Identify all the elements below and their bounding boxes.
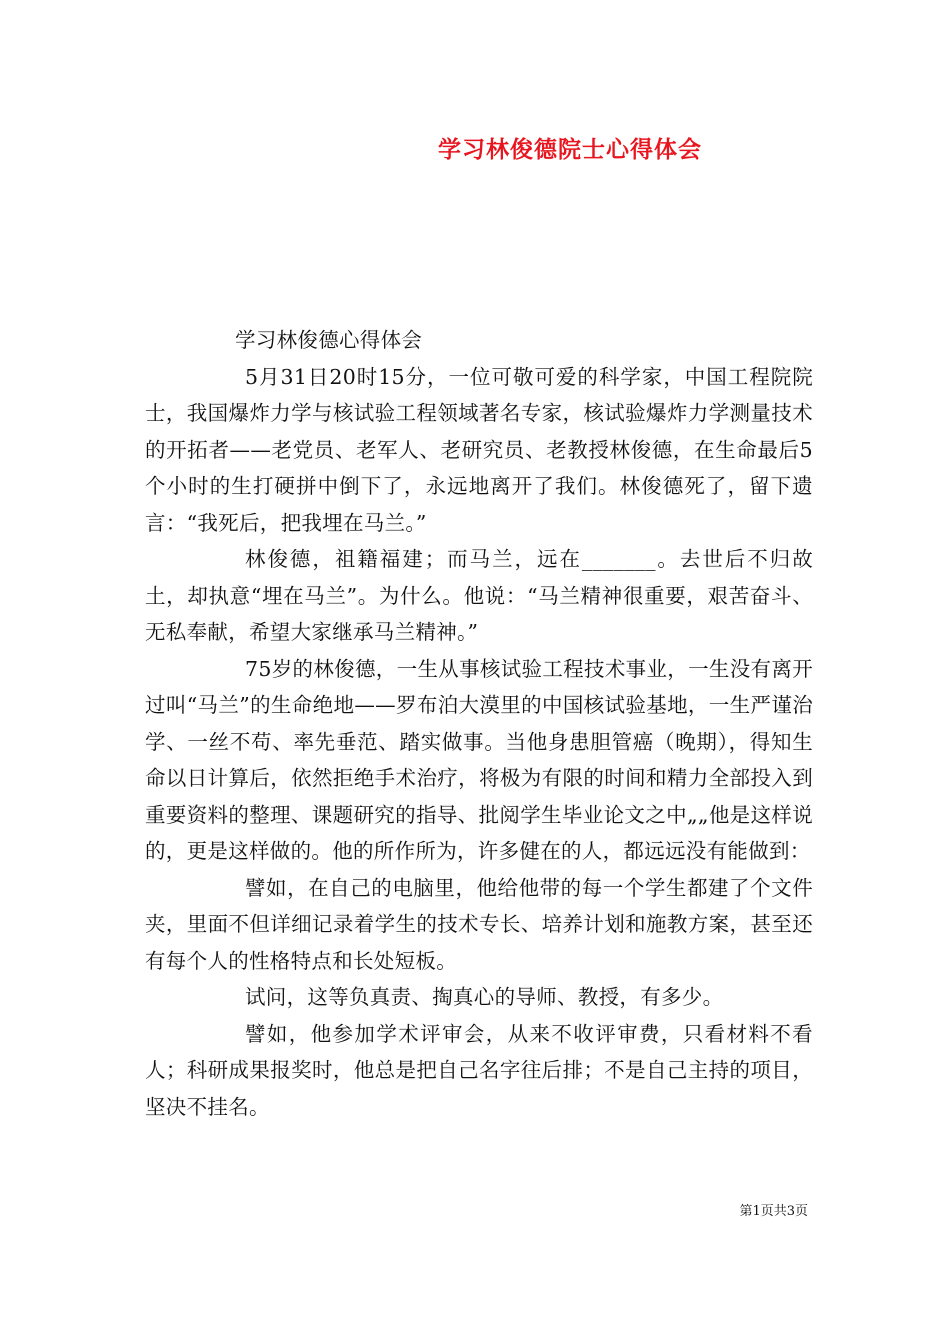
paragraph-6: 譬如，他参加学术评审会，从来不收评审费，只看材料不看人；科研成果报奖时，他总是把自己名字往后排；不是自己主持的项目，坚决不挂名。 (145, 1021, 813, 1119)
document-body (145, 322, 813, 1125)
paragraph-3: 75岁的林俊德，一生从事核试验工程技术事业，一生没有离开过叫“马兰”的生命绝地——罗布泊大漠里的中国核试验基地，一生严谨治学、一丝不苟、率先垂范、踏实做事。当他身患胆管癌（晚期），得知生命以日计算后，依然拒绝手术治疗，将极为有限的时间和精力全部投入到重要资料的整理、课题研究的指导、批阅学生毕业论文之中„„他是这样说的，更是这样做的。他的所作所为，许多健在的人，都远远没有能做到： (145, 656, 813, 863)
paragraph-4: 譬如，在自己的电脑里，他给他带的每一个学生都建了个文件夹，里面不但详细记录着学生的技术专长、培养计划和施教方案，甚至还有每个人的性格特点和长处短板。 (145, 875, 813, 973)
paragraph-5: 试问，这等负真责、掏真心的导师、教授，有多少。 (245, 985, 724, 1009)
page-title: 学习林俊德院士心得体会 (438, 136, 702, 163)
paragraph-2: 林俊德，祖籍福建；而马兰，远在_______。去世后不归故土，却执意“埋在马兰”。为什么。他说：“马兰精神很重要，艰苦奋斗、无私奉献，希望大家继承马兰精神。” (145, 547, 813, 644)
page-number-footer: 第1页共3页 (739, 1204, 808, 1219)
document-subtitle: 学习林俊德心得体会 (235, 328, 423, 352)
paragraph-1: 5月31日20时15分，一位可敬可爱的科学家，中国工程院院士，我国爆炸力学与核试验工程领域著名专家，核试验爆炸力学测量技术的开拓者——老党员、老军人、老研究员、老教授林俊德，在生命最后5个小时的生打硬拼中倒下了，永远地离开了我们。林俊德死了，留下遗言：“我死后，把我埋在马兰。” (145, 364, 813, 535)
